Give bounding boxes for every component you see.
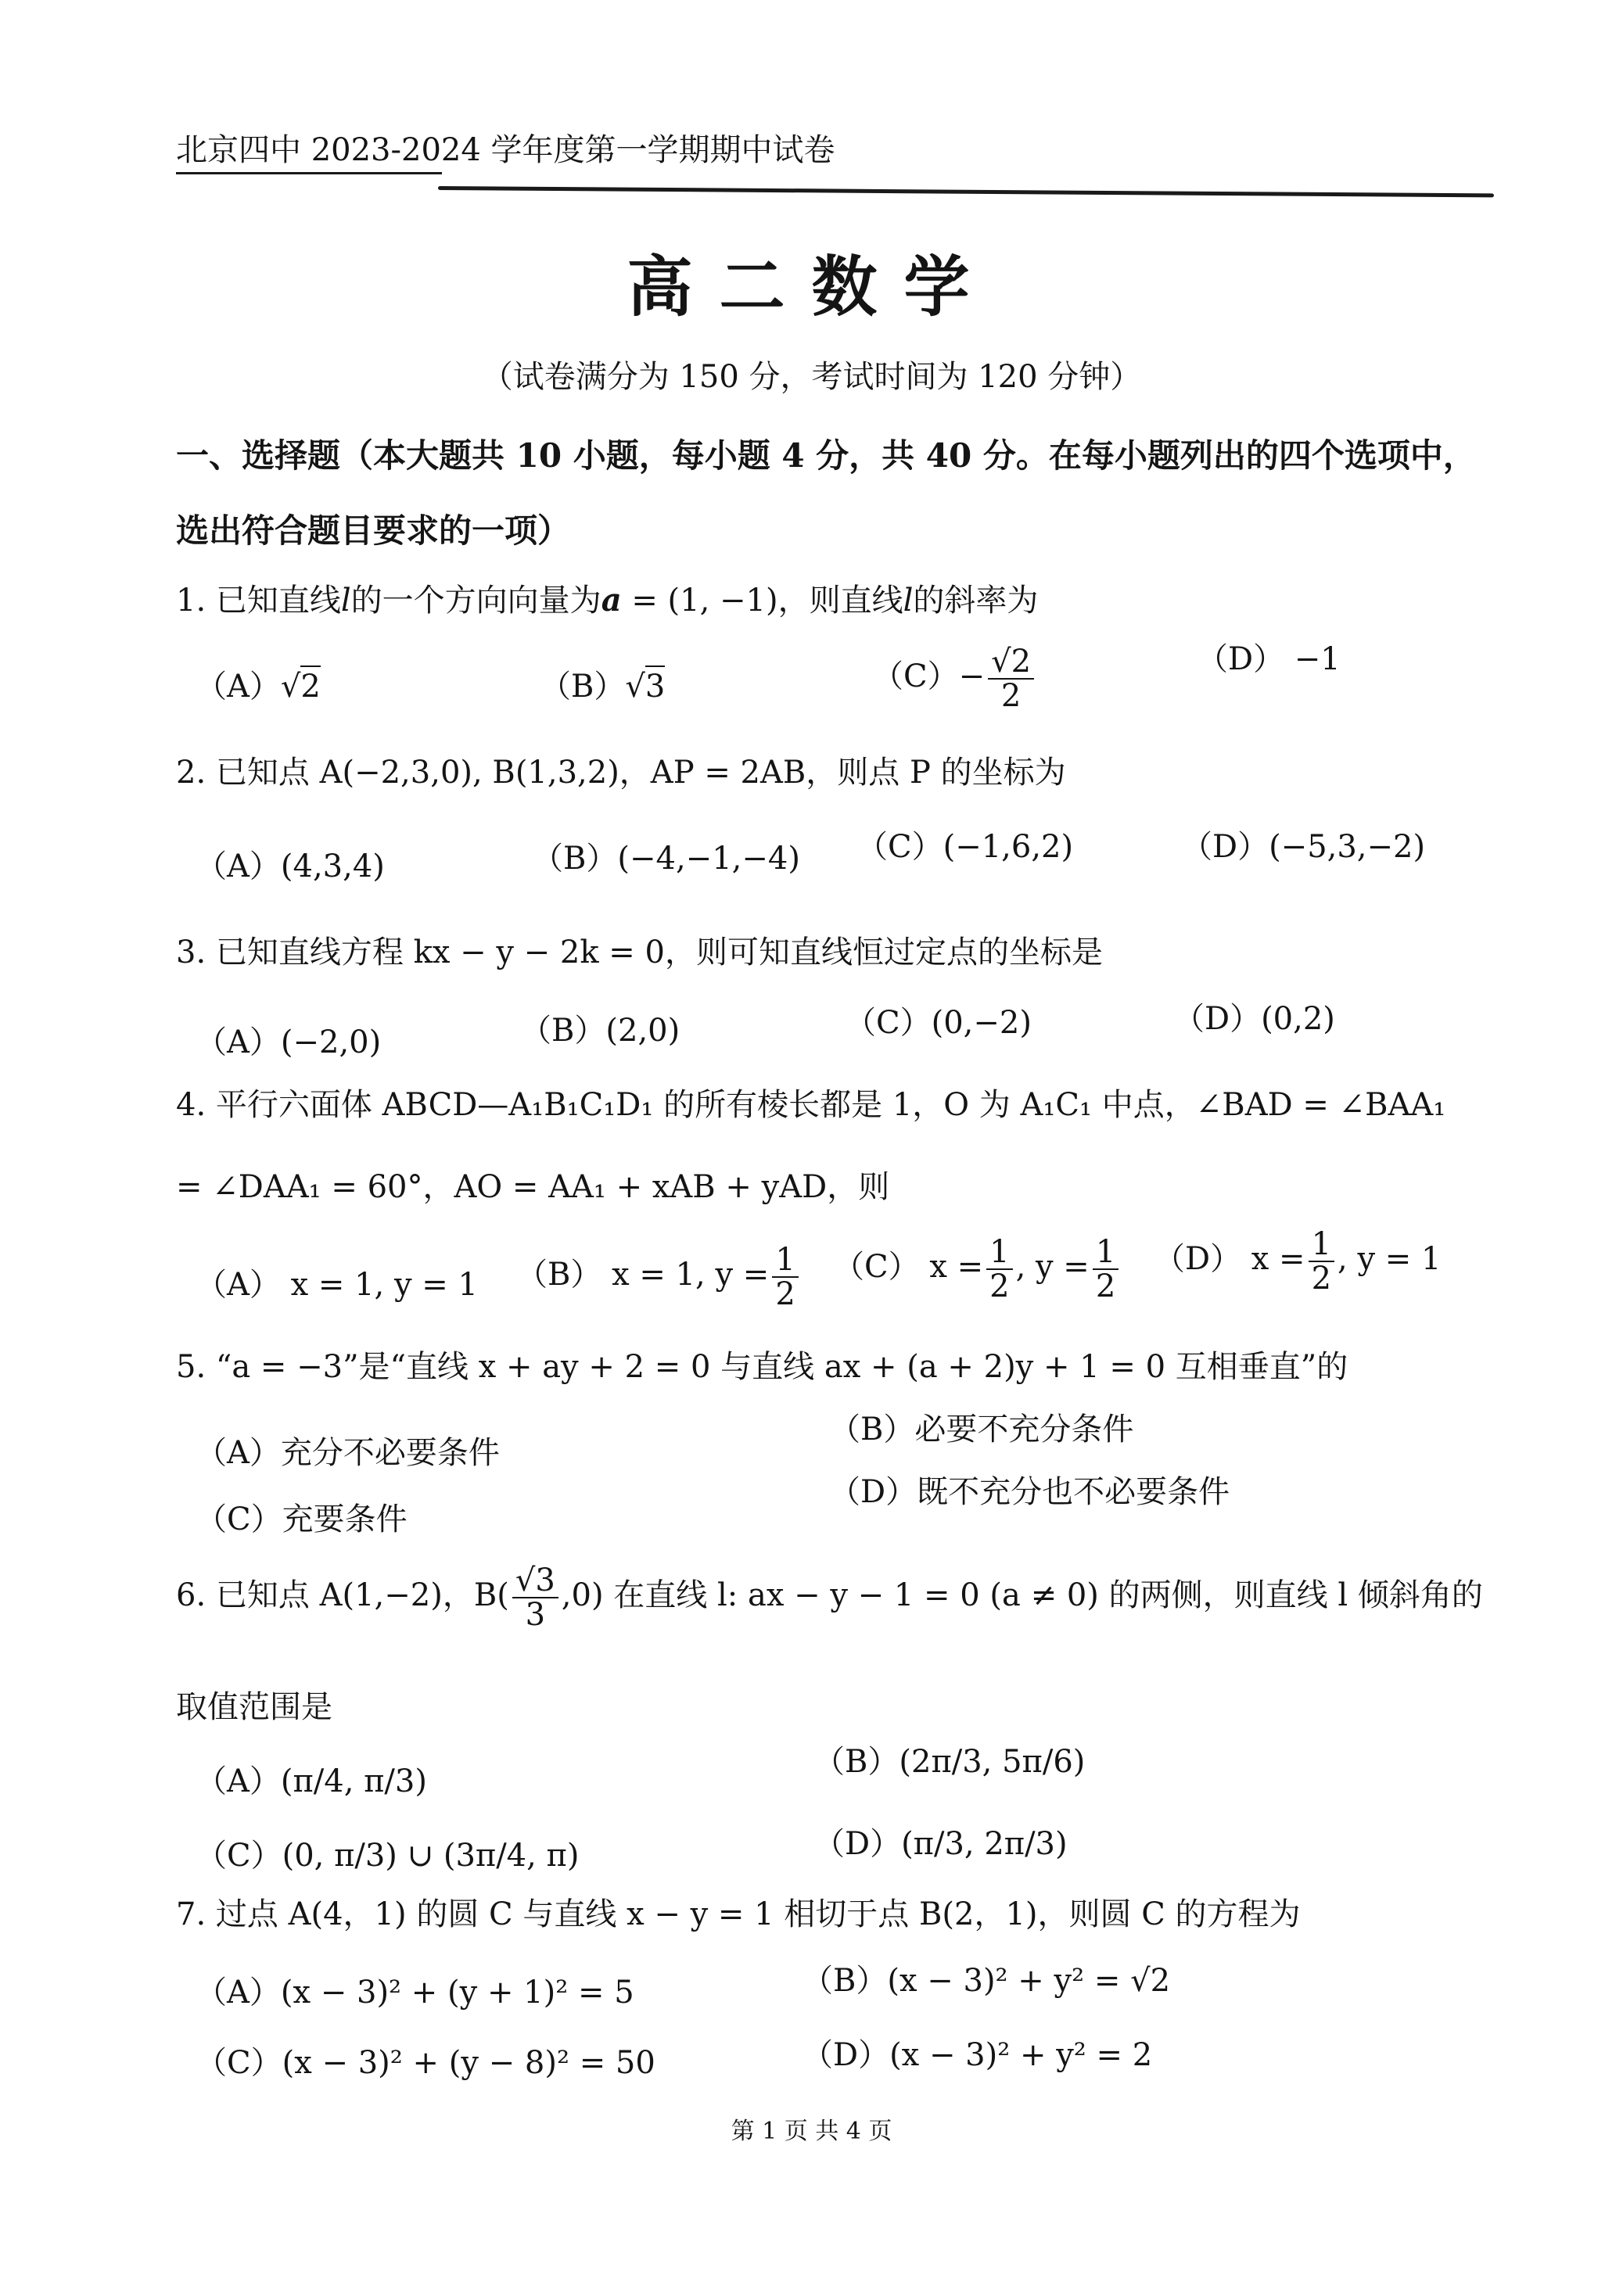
question-6-line-2: 取值范围是 (176, 1689, 332, 1725)
page-number: 第 1 页 共 4 页 (731, 2118, 892, 2145)
q6-option-a: （A）(π/4, π/3) (196, 1763, 427, 1799)
q5-option-a: （A）充分不必要条件 (196, 1435, 500, 1471)
question-1: 1. 已知直线l的一个方向向量为a = (1, −1)，则直线l的斜率为 (176, 582, 1039, 619)
q3-option-c: （C）(0,−2) (845, 1005, 1032, 1041)
q7-option-c: （C）(x − 3)² + (y − 8)² = 50 (196, 2045, 655, 2081)
q1-option-c: （C）− $\frac{√2}{2}$ (872, 645, 1037, 712)
q4-option-a: （A） x = 1, y = 1 (196, 1267, 478, 1303)
q3-option-a: （A）(−2,0) (196, 1024, 382, 1060)
question-4-line-2: = ∠DAA₁ = 60°，AO = AA₁ + xAB + yAD，则 (176, 1169, 890, 1205)
q5-option-d: （D）既不充分也不必要条件 (829, 1474, 1230, 1510)
q2-option-d: （D）(−5,3,−2) (1181, 829, 1426, 865)
question-5: 5. “a = −3”是“直线 x + ay + 2 = 0 与直线 ax + (a + 2)y + 1 = 0 互相垂直”的 (176, 1349, 1348, 1385)
q5-option-c: （C）充要条件 (196, 1501, 408, 1537)
exam-note: （试卷满分为 150 分，考试时间为 120 分钟） (481, 359, 1142, 395)
q6-option-b: （B）(2π/3, 5π/6) (813, 1744, 1086, 1780)
q6-option-c: （C）(0, π/3) ∪ (3π/4, π) (196, 1838, 580, 1874)
q7-option-b: （B）(x − 3)² + y² = √2 (802, 1963, 1171, 1999)
question-7: 7. 过点 A(4，1) 的圆 C 与直线 x − y = 1 相切于点 B(2，1)，则圆 C 的方程为 (176, 1896, 1301, 1932)
q1-option-a: （A）√2 (196, 665, 321, 709)
q1-option-d: （D） −1 (1197, 641, 1341, 677)
question-4: 4. 平行六面体 ABCD—A₁B₁C₁D₁ 的所有棱长都是 1，O 为 A₁C₁ 中点，∠BAD = ∠BAA₁ (176, 1087, 1446, 1123)
q2-option-b: （B）(−4,−1,−4) (532, 841, 800, 877)
q4-option-b: （B） x = 1, y = $\frac{1}{2}$ (516, 1243, 802, 1311)
section-title: 一、选择题（本大题共 10 小题，每小题 4 分，共 40 分。在每小题列出的四个选项中，选出符合题目要求的一项） (176, 436, 1476, 550)
q3-option-b: （B）(2,0) (520, 1013, 680, 1049)
exam-header: 北京四中 2023-2024 学年度第一学期期中试卷 (176, 132, 835, 168)
q7-option-d: （D）(x − 3)² + y² = 2 (802, 2037, 1153, 2073)
page-title: 高二数学 (627, 248, 996, 325)
q2-option-c: （C）(−1,6,2) (856, 829, 1074, 865)
q6-option-d: （D）(π/3, 2π/3) (813, 1826, 1068, 1862)
header-underline (176, 172, 442, 174)
q3-option-d: （D）(0,2) (1173, 1001, 1335, 1037)
q4-option-c: （C） x = $\frac{1}{2}$ , y = $\frac{1}{2}$ (833, 1236, 1122, 1303)
q5-option-b: （B）必要不充分条件 (829, 1412, 1134, 1448)
question-3: 3. 已知直线方程 kx − y − 2k = 0，则可知直线恒过定点的坐标是 (176, 935, 1103, 970)
header-rule (438, 186, 1494, 197)
q1-option-b: （B）√3 (540, 665, 665, 709)
q4-option-d: （D） x = $\frac{1}{2}$ , y = 1 (1154, 1226, 1442, 1297)
q2-option-a: （A）(4,3,4) (196, 848, 385, 884)
q7-option-a: （A）(x − 3)² + (y + 1)² = 5 (196, 1975, 634, 2011)
question-6: 6. 已知点 A(1,−2)，B( $\frac{√3}{3}$ ,0) 在直线 l: ax − y − 1 = 0 (a ≠ 0) 的两侧，则直线 l 倾斜角的 (176, 1562, 1483, 1633)
question-2: 2. 已知点 A(−2,3,0), B(1,3,2)，AP = 2AB，则点 P 的坐标为 (176, 755, 1066, 791)
